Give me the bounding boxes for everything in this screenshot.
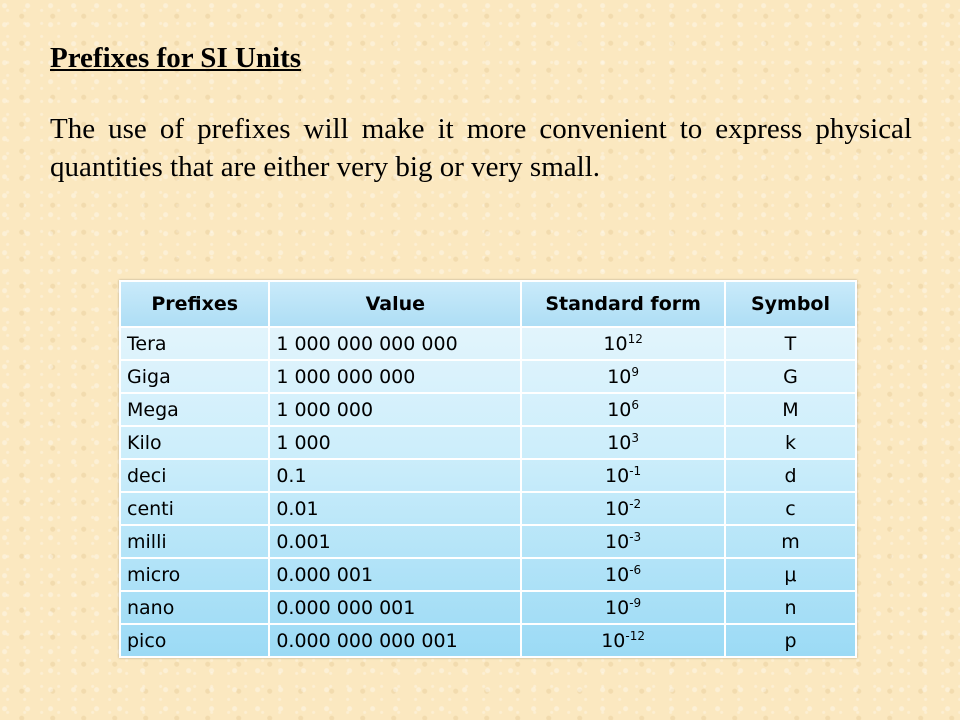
cell-value: 0.1 <box>269 459 521 492</box>
standard-form-exponent: -3 <box>629 529 642 544</box>
cell-standard-form <box>521 459 725 492</box>
si-prefix-table <box>119 280 857 658</box>
standard-form-base: 10 <box>607 365 632 388</box>
cell-prefix: pico <box>120 624 269 657</box>
standard-form-base: 10 <box>607 431 632 454</box>
cell-prefix: micro <box>120 558 269 591</box>
standard-form-exponent: -6 <box>629 562 642 577</box>
standard-form-exponent: 12 <box>627 331 643 346</box>
header-symbol: Symbol <box>725 281 856 327</box>
cell-symbol: c <box>725 492 856 525</box>
cell-standard-form <box>521 558 725 591</box>
cell-prefix: Mega <box>120 393 269 426</box>
cell-value: 1 000 000 000 <box>269 360 521 393</box>
standard-form-exponent: -2 <box>629 496 642 511</box>
cell-symbol: p <box>725 624 856 657</box>
table-row <box>120 591 856 624</box>
table-row <box>120 492 856 525</box>
standard-form-exponent: 6 <box>631 397 640 412</box>
table-row <box>120 624 856 657</box>
cell-value: 1 000 000 <box>269 393 521 426</box>
cell-standard-form <box>521 525 725 558</box>
standard-form-base: 10 <box>605 563 630 586</box>
table-header-row <box>120 281 856 327</box>
cell-value: 1 000 000 000 000 <box>269 327 521 360</box>
cell-value: 0.000 001 <box>269 558 521 591</box>
header-value: Value <box>269 281 521 327</box>
table-row <box>120 426 856 459</box>
standard-form-exponent: 3 <box>631 430 640 445</box>
cell-value: 0.000 000 001 <box>269 591 521 624</box>
cell-standard-form <box>521 327 725 360</box>
cell-symbol: m <box>725 525 856 558</box>
cell-standard-form <box>521 624 725 657</box>
table-row <box>120 525 856 558</box>
cell-value: 0.000 000 000 001 <box>269 624 521 657</box>
table-row <box>120 393 856 426</box>
cell-standard-form <box>521 360 725 393</box>
cell-symbol: μ <box>725 558 856 591</box>
table-row <box>120 459 856 492</box>
cell-value: 0.001 <box>269 525 521 558</box>
standard-form-base: 10 <box>605 497 630 520</box>
standard-form-exponent: -9 <box>629 595 642 610</box>
table-row <box>120 360 856 393</box>
cell-standard-form <box>521 492 725 525</box>
cell-standard-form <box>521 591 725 624</box>
cell-standard-form <box>521 426 725 459</box>
standard-form-base: 10 <box>603 332 628 355</box>
cell-prefix: nano <box>120 591 269 624</box>
standard-form-base: 10 <box>601 629 626 652</box>
table-body <box>120 327 856 657</box>
standard-form-base: 10 <box>605 596 630 619</box>
cell-prefix: centi <box>120 492 269 525</box>
cell-symbol: T <box>725 327 856 360</box>
cell-symbol: n <box>725 591 856 624</box>
cell-symbol: M <box>725 393 856 426</box>
standard-form-exponent: -12 <box>625 628 646 643</box>
cell-prefix: milli <box>120 525 269 558</box>
header-prefixes: Prefixes <box>120 281 269 327</box>
cell-symbol: d <box>725 459 856 492</box>
standard-form-base: 10 <box>605 464 630 487</box>
cell-value: 0.01 <box>269 492 521 525</box>
page-title: Prefixes for SI Units <box>50 42 302 74</box>
header-standard-form: Standard form <box>521 281 725 327</box>
standard-form-base: 10 <box>607 398 632 421</box>
standard-form-base: 10 <box>605 530 630 553</box>
cell-value: 1 000 <box>269 426 521 459</box>
cell-standard-form <box>521 393 725 426</box>
si-prefix-table-container <box>119 280 857 658</box>
cell-prefix: Giga <box>120 360 269 393</box>
intro-paragraph: The use of prefixes will make it more convenient to express physical quantities that are either very big or very small. <box>50 113 912 183</box>
cell-prefix: deci <box>120 459 269 492</box>
cell-symbol: G <box>725 360 856 393</box>
cell-prefix: Kilo <box>120 426 269 459</box>
table-row <box>120 327 856 360</box>
standard-form-exponent: 9 <box>631 364 640 379</box>
cell-symbol: k <box>725 426 856 459</box>
cell-prefix: Tera <box>120 327 269 360</box>
table-row <box>120 558 856 591</box>
standard-form-exponent: -1 <box>629 463 642 478</box>
